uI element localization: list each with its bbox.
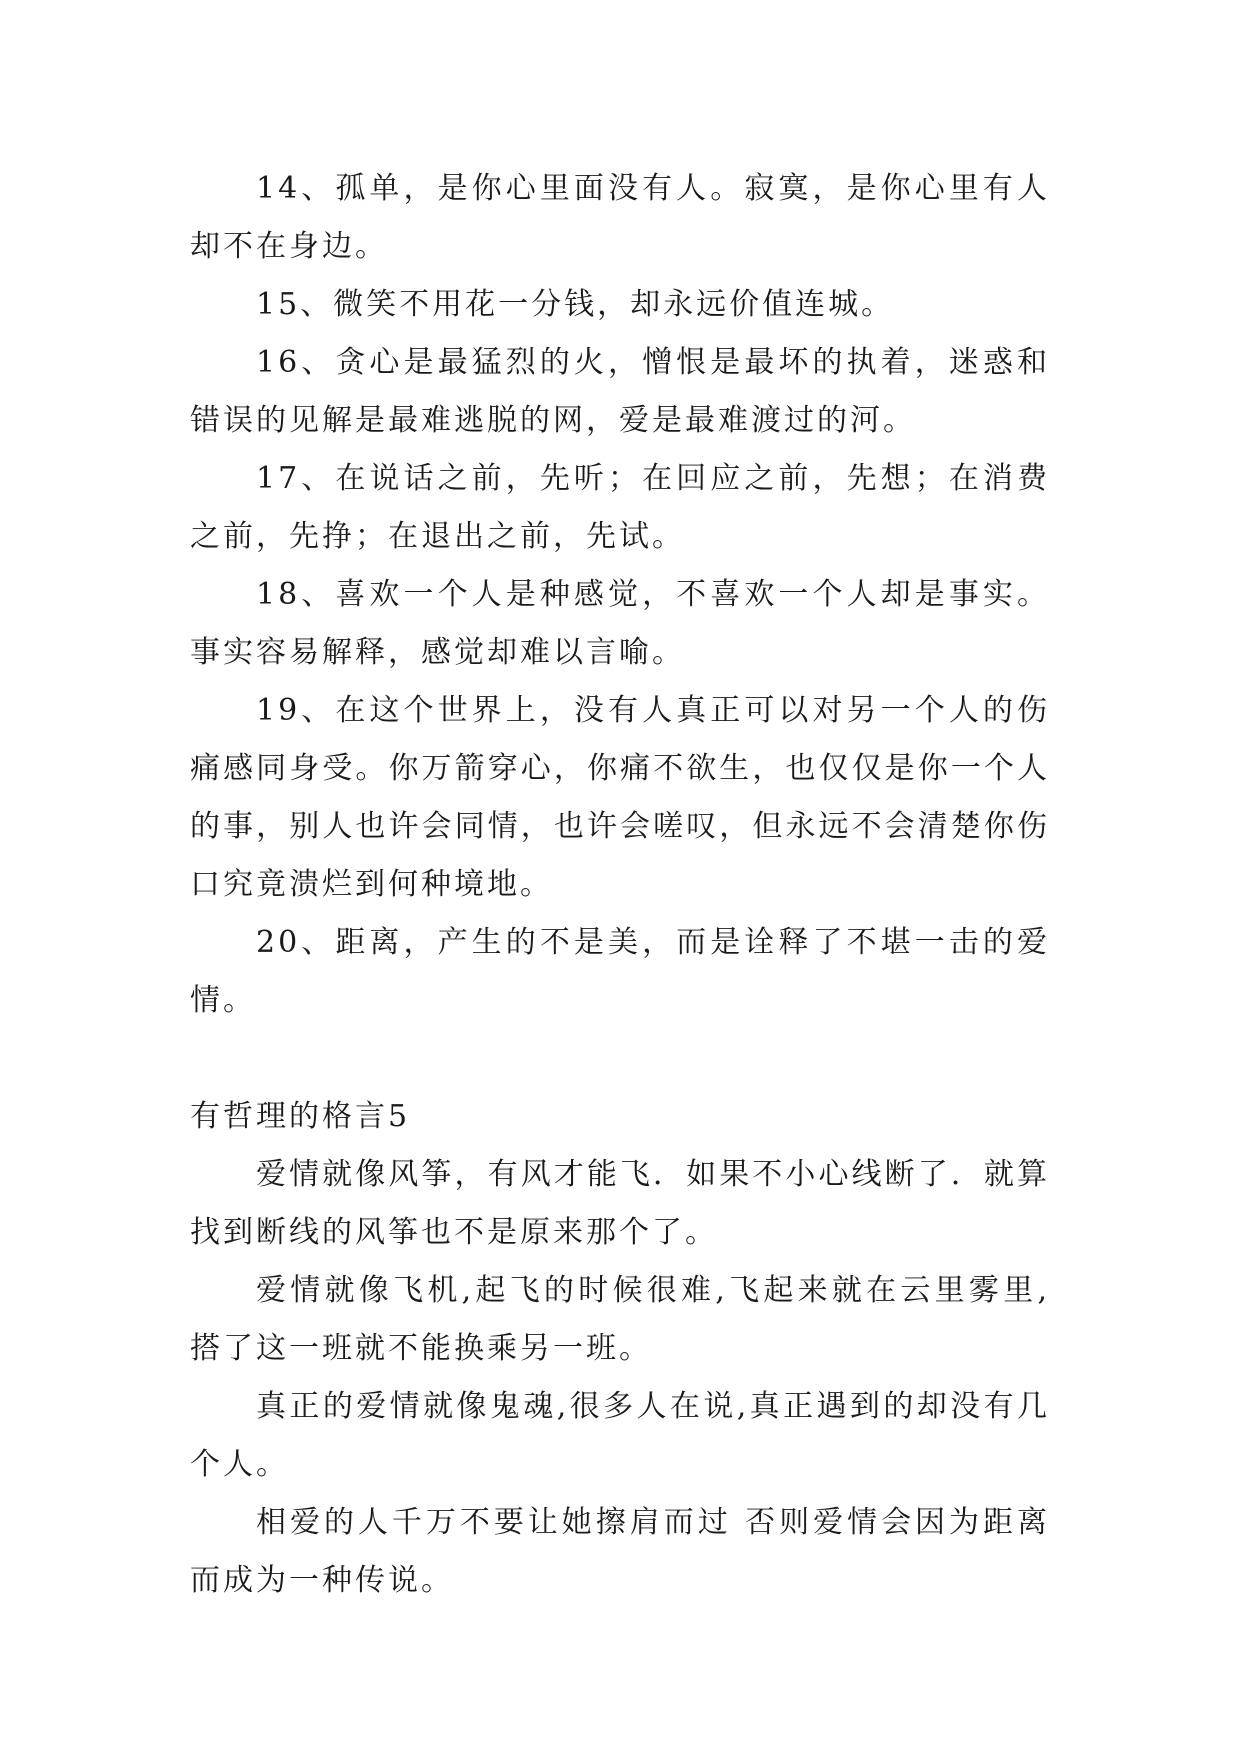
paragraph-item-14: 14、孤单，是你心里面没有人。寂寞，是你心里有人却不在身边。 bbox=[190, 171, 1050, 264]
document-body bbox=[190, 160, 1050, 1610]
paragraph-airplane: 爱情就像飞机,起飞的时候很难,飞起来就在云里雾里,搭了这一班就不能换乘另一班。 bbox=[190, 1273, 1050, 1366]
paragraph-lovers: 相爱的人千万不要让她擦肩而过 否则爱情会因为距离而成为一种传说。 bbox=[190, 1505, 1050, 1598]
paragraph-item-16: 16、贪心是最猛烈的火，憎恨是最坏的执着，迷惑和错误的见解是最难逃脱的网，爱是最难渡过的河。 bbox=[190, 345, 1050, 438]
section-spacer bbox=[190, 1030, 1050, 1088]
paragraph-kite: 爱情就像风筝，有风才能飞．如果不小心线断了．就算找到断线的风筝也不是原来那个了。 bbox=[190, 1157, 1050, 1250]
section-heading: 有哲理的格言5 bbox=[190, 1099, 411, 1134]
paragraph-item-15: 15、微笑不用花一分钱，却永远价值连城。 bbox=[256, 287, 895, 322]
paragraph-item-20: 20、距离，产生的不是美，而是诠释了不堪一击的爱情。 bbox=[190, 925, 1050, 1018]
paragraph-item-17: 17、在说话之前，先听；在回应之前，先想；在消费之前，先挣；在退出之前，先试。 bbox=[190, 461, 1050, 554]
paragraph-item-18: 18、喜欢一个人是种感觉，不喜欢一个人却是事实。事实容易解释，感觉却难以言喻。 bbox=[190, 577, 1050, 670]
paragraph-item-19: 19、在这个世界上，没有人真正可以对另一个人的伤痛感同身受。你万箭穿心，你痛不欲生，也仅仅是你一个人的事，别人也许会同情，也许会嗟叹，但永远不会清楚你伤口究竟溃烂到何种境地。 bbox=[190, 693, 1050, 902]
paragraph-ghost: 真正的爱情就像鬼魂,很多人在说,真正遇到的却没有几个人。 bbox=[190, 1389, 1050, 1482]
